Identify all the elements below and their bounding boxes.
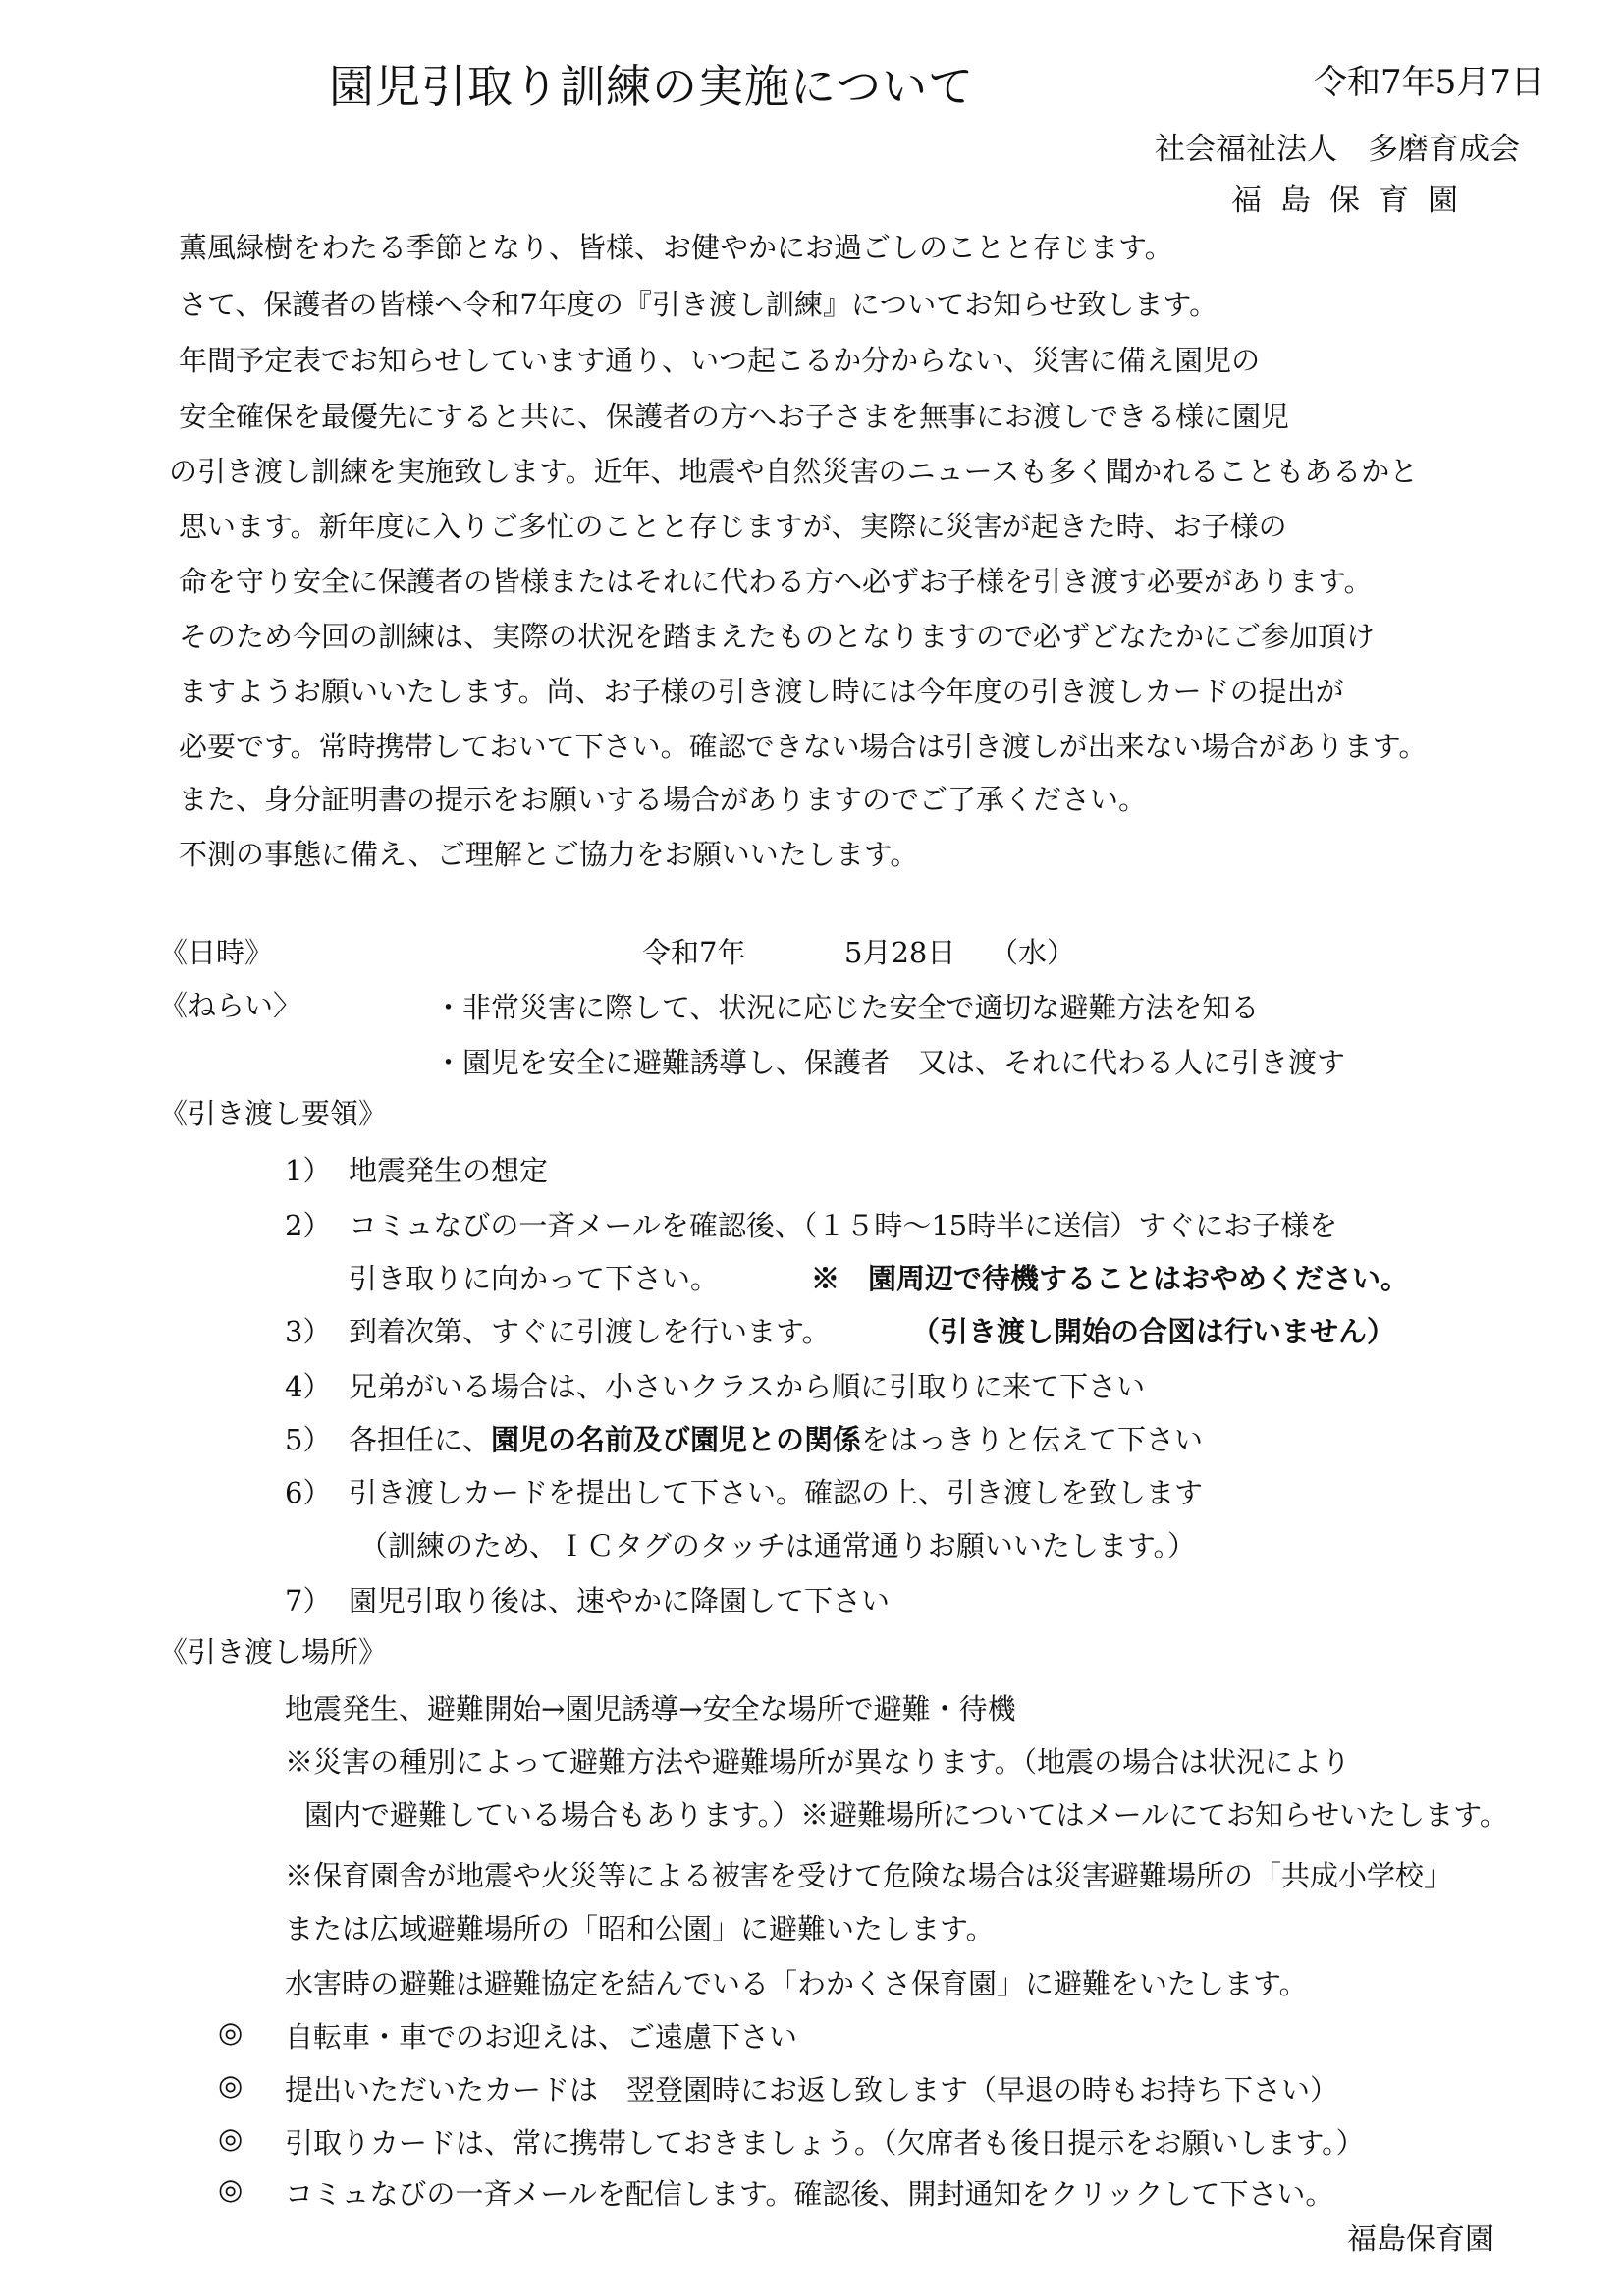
school-name: 福島保育園 — [1231, 183, 1477, 218]
procedure-step-text: 園児引取り後は、速やかに降園して下さい — [349, 1584, 891, 1617]
location-line: ※保育園舎が地震や火災等による被害を受けて危険な場合は災害避難場所の「共成小学校」 — [285, 1859, 1453, 1892]
schedule-year: 令和7年 — [642, 936, 746, 969]
procedure-step-num: 1） — [285, 1154, 332, 1187]
location-line: 地震発生、避難開始→園児誘導→安全な場所で避難・待機 — [285, 1692, 1016, 1725]
note-item: コミュなびの一斉メールを配信します。確認後、開封通知をクリックして下さい。 — [285, 2177, 1334, 2211]
location-line: 園内で避難している場合もあります。）※避難場所についてはメールにてお知らせいたします。 — [304, 1798, 1508, 1831]
procedure-step-text: 到着次第、すぐに引渡しを行います。 — [349, 1315, 831, 1348]
intro-line: さて、保護者の皆様へ令和7年度の『引き渡し訓練』についてお知らせ致します。 — [179, 288, 1218, 321]
intro-line: 薫風緑樹をわたる季節となり、皆様、お健やかにお過ごしのことと存じます。 — [179, 231, 1173, 264]
intro-line: 思います。新年度に入りご多忙のことと存じますが、実際に災害が起きた時、お子様の — [179, 510, 1287, 543]
procedure-step-text — [349, 1418, 1203, 1458]
page-title: 園児引取り訓練の実施について — [329, 60, 975, 113]
intro-line: ますようお願いいたします。尚、お子様の引き渡し時には今年度の引き渡しカードの提出が — [179, 675, 1344, 708]
intro-line: 安全確保を最優先にすると共に、保護者の方へお子さまを無事にお渡しできる様に園児 — [179, 400, 1290, 433]
schedule-label: 《日時》 — [159, 936, 274, 969]
procedure-step-num: 2） — [285, 1209, 332, 1242]
intro-line: 年間予定表でお知らせしています通り、いつ起こるか分からない、災害に備え園児の — [179, 344, 1261, 377]
note-mark: ◎ — [218, 2015, 244, 2049]
procedure-step-warning: ※ 園周辺で待機することはおやめください。 — [811, 1262, 1410, 1295]
procedure-step-num: 3） — [285, 1315, 332, 1348]
note-mark: ◎ — [218, 2068, 244, 2102]
procedure-step-text: 地震発生の想定 — [349, 1154, 549, 1187]
procedure-step-num: 7） — [285, 1584, 332, 1617]
organization-name: 社会福祉法人 多磨育成会 — [1155, 132, 1520, 167]
procedure-step-emphasis: （引き渡し開始の合図は行いません） — [911, 1315, 1396, 1348]
aims-label: 《ねらい〉 — [159, 989, 302, 1022]
note-mark: ◎ — [218, 2172, 244, 2206]
procedure-step-num: 4） — [285, 1370, 332, 1403]
procedure-step-text: （訓練のため、ＩＣタグのタッチは通常通りお願いいたします。） — [359, 1529, 1197, 1562]
intro-line: また、身分証明書の提示をお願いする場合がありますのでご了承ください。 — [179, 783, 1148, 816]
issue-date: 令和7年5月7日 — [1314, 63, 1544, 102]
intro-line: の引き渡し訓練を実施致します。近年、地震や自然災害のニュースも多く聞かれることもあるかと — [169, 455, 1419, 488]
note-item: 提出いただいたカードは 翌登園時にお返し致します（早退の時もお持ち下さい） — [285, 2073, 1339, 2106]
procedure-step-text: 兄弟がいる場合は、小さいクラスから順に引取りに来て下さい — [349, 1370, 1146, 1403]
procedure-step-text-pre: 各担任に、 — [349, 1423, 492, 1456]
intro-line: そのため今回の訓練は、実際の状況を踏まえたものとなりますので必ずどなたかにご参加頂け — [179, 620, 1376, 653]
location-line: または広域避難場所の「昭和公園」に避難いたします。 — [285, 1912, 995, 1945]
intro-line: 必要です。常時携帯しておいて下さい。確認できない場合は引き渡しが出来ない場合があります。 — [179, 730, 1428, 763]
schedule-day: 5月28日 — [844, 936, 956, 969]
aims-item: ・非常災害に際して、状況に応じた安全で適切な避難方法を知る — [434, 991, 1260, 1024]
signature: 福島保育園 — [1347, 2222, 1494, 2257]
procedure-step-text: コミュなびの一斉メールを確認後、（１５時～15時半に送信）すぐにお子様を — [349, 1209, 1338, 1242]
note-mark: ◎ — [218, 2121, 244, 2155]
location-label: 《引き渡し場所》 — [159, 1635, 388, 1668]
intro-line: 不測の事態に備え、ご理解とご協力をお願いいたします。 — [179, 838, 919, 871]
procedure-step-text: 引き取りに向かって下さい。 — [349, 1262, 720, 1295]
schedule-weekday: （水） — [990, 936, 1076, 969]
procedure-step-text: 引き渡しカードを提出して下さい。確認の上、引き渡しを致します — [349, 1476, 1204, 1509]
note-item: 自転車・車でのお迎えは、ご遠慮下さい — [285, 2020, 798, 2053]
aims-item: ・園児を安全に避難誘導し、保護者 又は、それに代わる人に引き渡す — [434, 1046, 1346, 1079]
procedure-step-emphasis: 園児の名前及び園児との関係 — [491, 1423, 862, 1456]
procedure-step-text-post: をはっきりと伝えて下さい — [861, 1423, 1204, 1456]
location-line: 水害時の避難は避難協定を結んでいる「わかくさ保育園」に避難をいたします。 — [285, 1967, 1308, 2000]
procedure-label: 《引き渡し要領》 — [159, 1097, 388, 1130]
location-line: ※災害の種別によって避難方法や避難場所が異なります。（地震の場合は状況により — [285, 1745, 1351, 1778]
note-item: 引取りカードは、常に携帯しておきましょう。（欠席者も後日提示をお願いします。） — [285, 2126, 1365, 2159]
procedure-step-num: 6） — [285, 1476, 332, 1509]
procedure-step-num: 5） — [285, 1423, 332, 1456]
intro-line: 命を守り安全に保護者の皆様またはそれに代わる方へ必ずお子様を引き渡す必要があります。 — [179, 565, 1373, 598]
